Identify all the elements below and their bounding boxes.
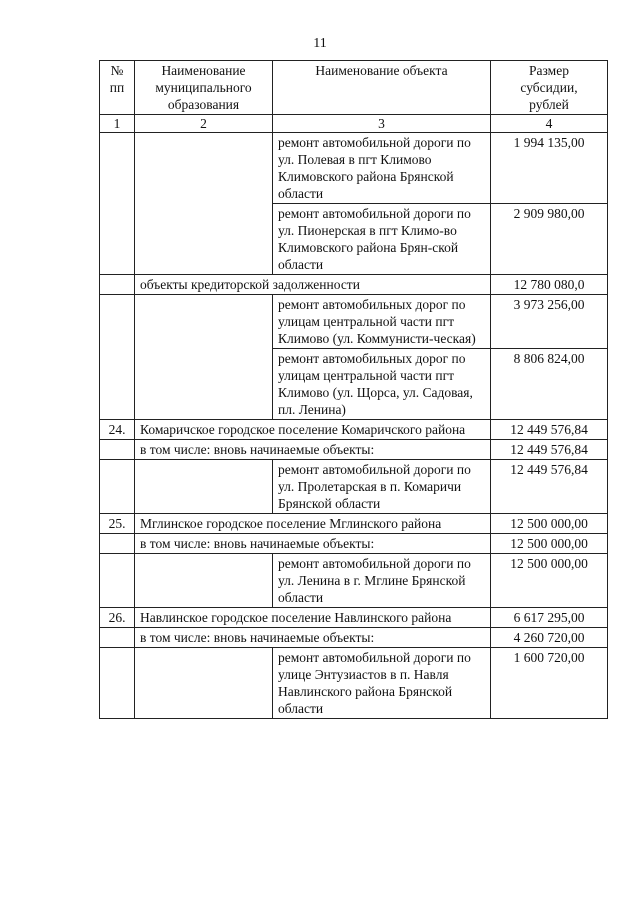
subsidy-amount: 1 600 720,00 (491, 648, 608, 719)
subsidy-amount: 12 780 080,0 (491, 275, 608, 295)
municipality-name: Навлинское городское поселение Навлинского района (135, 608, 491, 628)
table-row (100, 440, 608, 460)
object-name: ремонт автомобильной дороги по улице Энтузиастов в п. Навля Навлинского района Брянской области (273, 648, 491, 719)
table-row (100, 648, 608, 719)
subsidy-amount: 4 260 720,00 (491, 628, 608, 648)
subsidy-amount: 6 617 295,00 (491, 608, 608, 628)
table-row (100, 628, 608, 648)
section-label: в том числе: вновь начинаемые объекты: (135, 534, 491, 554)
page-number: 11 (313, 36, 327, 51)
section-label: объекты кредиторской задолженности (135, 275, 491, 295)
column-index: 4 (491, 115, 608, 133)
object-name: ремонт автомобильных дорог по улицам центральной части пгт Климово (ул. Коммунисти-ческая) (273, 295, 491, 349)
subsidy-amount: 12 500 000,00 (491, 554, 608, 608)
section-label: в том числе: вновь начинаемые объекты: (135, 628, 491, 648)
row-number: 26. (100, 608, 135, 628)
subsidy-amount: 8 806 824,00 (491, 349, 608, 420)
column-index: 1 (100, 115, 135, 133)
column-index: 2 (135, 115, 273, 133)
municipality-name: Комаричское городское поселение Комаричского района (135, 420, 491, 440)
row-number: 25. (100, 514, 135, 534)
table-row (100, 554, 608, 608)
object-name: ремонт автомобильной дороги по ул. Пионерская в пгт Климо-во Климовского района Брян-ской области (273, 204, 491, 275)
object-name: ремонт автомобильной дороги по ул. Ленина в г. Мглине Брянской области (273, 554, 491, 608)
subsidy-amount: 2 909 980,00 (491, 204, 608, 275)
section-label: в том числе: вновь начинаемые объекты: (135, 440, 491, 460)
table-header-row (100, 61, 608, 115)
subsidy-table (99, 60, 608, 719)
table-row (100, 514, 608, 534)
column-index: 3 (273, 115, 491, 133)
object-name: ремонт автомобильной дороги по ул. Пролетарская в п. Комаричи Брянской области (273, 460, 491, 514)
header-number: № пп (100, 61, 135, 115)
header-object: Наименование объекта (273, 61, 491, 115)
subsidy-amount: 12 449 576,84 (491, 460, 608, 514)
table-row (100, 275, 608, 295)
object-name: ремонт автомобильных дорог по улицам центральной части пгт Климово (ул. Щорса, ул. Садовая, пл. Ленина) (273, 349, 491, 420)
subsidy-amount: 12 449 576,84 (491, 420, 608, 440)
header-municipality: Наименование муниципального образования (135, 61, 273, 115)
header-amount: Размер субсидии, рублей (491, 61, 608, 115)
municipality-name: Мглинское городское поселение Мглинского района (135, 514, 491, 534)
subsidy-amount: 12 500 000,00 (491, 534, 608, 554)
table-row (100, 295, 608, 349)
subsidy-amount: 1 994 135,00 (491, 133, 608, 204)
table-row (100, 608, 608, 628)
object-name: ремонт автомобильной дороги по ул. Полевая в пгт Климово Климовского района Брянской области (273, 133, 491, 204)
row-number: 24. (100, 420, 135, 440)
subsidy-amount: 12 500 000,00 (491, 514, 608, 534)
column-index-row (100, 115, 608, 133)
subsidy-amount: 3 973 256,00 (491, 295, 608, 349)
table-row (100, 534, 608, 554)
subsidy-amount: 12 449 576,84 (491, 440, 608, 460)
table-row (100, 133, 608, 204)
table-row (100, 420, 608, 440)
table-row (100, 460, 608, 514)
